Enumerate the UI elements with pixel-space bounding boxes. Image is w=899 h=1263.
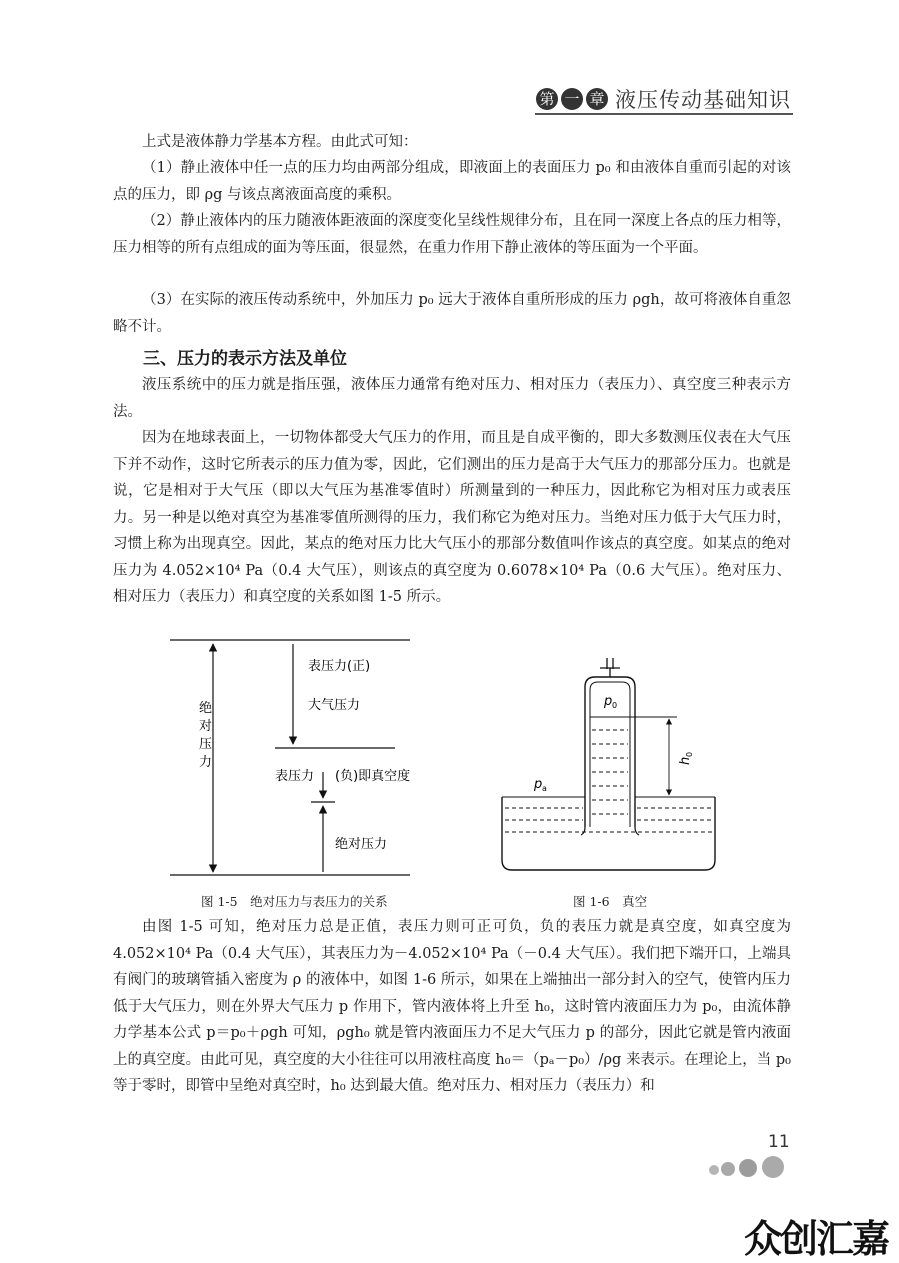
label-gauge: 表压力 — [275, 769, 315, 784]
chapter-number-badge: 一 — [561, 88, 583, 110]
chapter-header — [536, 84, 791, 114]
figure-1-5-pressure-relation — [165, 632, 425, 882]
page-number: 11 — [768, 1132, 790, 1152]
chapter-title: 液压传动基础知识 — [615, 88, 791, 112]
paragraph: （1）静止液体中任一点的压力均由两部分组成，即液面上的表面压力 p₀ 和由液体自重而引起的对该点的压力，即 ρg 与该点离液面高度的乘积。 — [113, 160, 791, 203]
paragraph: （2）静止液体内的压力随液体距液面的深度变化呈线性规律分布，且在同一深度上各点的压力相等，压力相等的所有点组成的面为等压面，很显然，在重力作用下静止液体的等压面为一个平面。 — [113, 213, 791, 256]
label-h0: h — [678, 756, 693, 765]
label-pa-sub: a — [542, 784, 547, 793]
label-atmospheric: 大气压力 — [308, 698, 361, 713]
label-absolute-char: 绝 — [199, 701, 213, 716]
section-title: 三、压力的表示方法及单位 — [143, 349, 347, 369]
label-absolute-char: 对 — [199, 719, 213, 734]
paragraph: 由图 1-5 可知，绝对压力总是正值，表压力则可正可负，负的表压力就是真空度，如真空度为 4.052×10⁴ Pa（0.4 大气压），其表压力为－4.052×10⁴ Pa（－0.4 大气压）。我们把下端开口，上端具有阀门的玻璃管插入密度为 ρ 的液体中，如图 1-6 所示，如果在上端抽出一部分封入的空气，使管内压力低于大气压力，则在外界大气压力 p 作用下，管内液体将上升至 h₀，这时管内液面压力为 p₀，由流体静力学基本公式 p＝p₀＋ρgh 可知，ρgh₀ 就是管内液面压力不足大气压力 p 的部分，因此它就是管内液面上的真空度。由此可见，真空度的大小往往可以用液柱高度 h₀＝（pₐ－p₀）/ρg 来表示。在理论上，当 p₀ 等于零时，即管中呈绝对真空时，h₀ 达到最大值。绝对压力、相对压力（表压力）和 — [113, 919, 791, 1094]
figure-1-6-caption: 图 1-6 真空 — [573, 894, 648, 909]
watermark: 众创汇嘉 — [744, 1217, 889, 1261]
figure-1-5-caption: 图 1-5 绝对压力与表压力的关系 — [201, 894, 388, 909]
label-absolute-char: 压 — [199, 737, 213, 752]
paragraph: （3）在实际的液压传动系统中，外加压力 p₀ 远大于液体自重所形成的压力 ρgh，故可将液体自重忽略不计。 — [113, 292, 791, 335]
label-absolute-char: 力 — [199, 755, 213, 770]
chapter-prefix-badge: 第 — [536, 88, 558, 110]
label-pa: p — [534, 777, 543, 792]
header-rule — [535, 113, 793, 115]
paragraph: 因为在地球表面上，一切物体都受大气压力的作用，而且是自成平衡的，即大多数测压仪表在大气压下并不动作，这时它所表示的压力值为零，因此，它们测出的压力是高于大气压力的那部分压力。也就是说，它是相对于大气压（即以大气压为基准零值时）所测量到的一种压力，因此称它为相对压力或表压力。另一种是以绝对真空为基准零值所测得的压力，我们称它为绝对压力。当绝对压力低于大气压力时，习惯上称为出现真空。因此，某点的绝对压力比大气压小的那部分数值叫作该点的真空度。如某点的绝对压力为 4.052×10⁴ Pa（0.4 大气压），则该点的真空度为 0.6078×10⁴ Pa（0.6 大气压）。绝对压力、相对压力（表压力）和真空度的关系如图 1-5 所示。 — [113, 430, 791, 605]
paragraph: 上式是液体静力学基本方程。由此式可知： — [142, 134, 418, 150]
label-p0-sub: 0 — [612, 701, 618, 710]
label-p0: p — [604, 694, 613, 709]
page-decoration-dots-icon — [707, 1155, 797, 1181]
chapter-suffix-badge: 章 — [586, 88, 608, 110]
label-h0-sub: 0 — [685, 751, 694, 757]
label-absolute-lower: 绝对压力 — [335, 837, 388, 852]
paragraph: 液压系统中的压力就是指压强，液体压力通常有绝对压力、相对压力（表压力）、真空度三种表示方法。 — [113, 377, 791, 420]
label-vacuum: (负)即真空度 — [335, 769, 411, 784]
label-gauge-positive: 表压力(正) — [308, 659, 371, 674]
figure-1-6-vacuum — [497, 655, 727, 875]
